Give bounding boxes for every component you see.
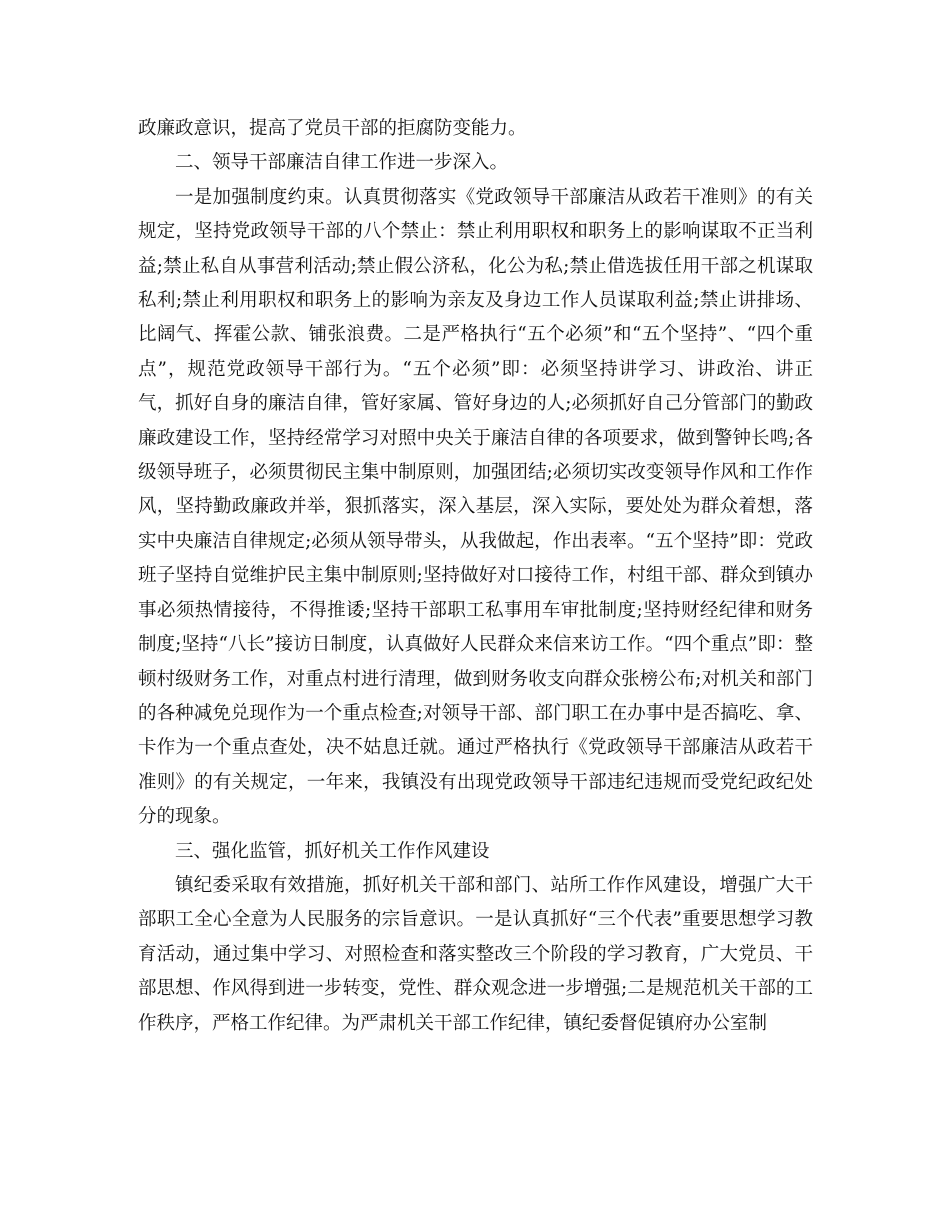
section-heading-3: 三、强化监管，抓好机关工作作风建设 bbox=[175, 840, 490, 862]
paragraph-work-style: 镇纪委采取有效措施，抓好机关干部和部门、站所工作作风建设，增强广大干部职工全心全意为人民服务的宗旨意识。一是认真抓好“三个代表”重要思想学习教育活动，通过集中学习、对照检查和落实整改三个阶段的学习教育，广大党员、干部思想、作风得到进一步转变，党性、群众观念进一步增强;二是规范机关干部的工作秩序，严格工作纪律。为严肃机关干部工作纪律，镇纪委督促镇府办公室制 bbox=[138, 874, 813, 1034]
section-heading-2: 二、领导干部廉洁自律工作进一步深入。 bbox=[175, 152, 509, 174]
document-body bbox=[138, 112, 813, 1041]
paragraph-continuation: 政廉政意识，提高了党员干部的拒腐防变能力。 bbox=[138, 118, 527, 139]
paragraph-discipline-rules: 一是加强制度约束。认真贯彻落实《党政领导干部廉洁从政若干准则》的有关规定，坚持党政领导干部的八个禁止：禁止利用职权和职务上的影响谋取不正当利益;禁止私自从事营利活动;禁止假公济私，化公为私;禁止借选拔任用干部之机谋取私利;禁止利用职权和职务上的影响为亲友及身边工作人员谋取利益;禁止讲排场、比阔气、挥霍公款、铺张浪费。二是严格执行“五个必须”和“五个坚持”、“四个重点”，规范党政领导干部行为。“五个必须”即：必须坚持讲学习、讲政治、讲正气，抓好自身的廉洁自律，管好家属、管好身边的人;必须抓好自己分管部门的勤政廉政建设工作，坚持经常学习对照中央关于廉洁自律的各项要求，做到警钟长鸣;各级领导班子，必须贯彻民主集中制原则，加强团结;必须切实改变领导作风和工作作风，坚持勤政廉政并举，狠抓落实，深入基层，深入实际，要处处为群众着想，落实中央廉洁自律规定;必须从领导带头，从我做起，作出表率。“五个坚持”即：党政班子坚持自觉维护民主集中制原则;坚持做好对口接待工作，村组干部、群众到镇办事必须热情接待，不得推诿;坚持干部职工私事用车审批制度;坚持财经纪律和财务制度;坚持“八长”接访日制度，认真做好人民群众来信来访工作。“四个重点”即：整顿村级财务工作，对重点村进行清理，做到财务收支向群众张榜公布;对机关和部门的各种减免兑现作为一个重点检查;对领导干部、部门职工在办事中是否搞吃、拿、卡作为一个重点查处，决不姑息迁就。通过严格执行《党政领导干部廉洁从政若干准则》的有关规定，一年来，我镇没有出现党政领导干部违纪违规而受党纪政纪处分的现象。 bbox=[138, 186, 813, 828]
